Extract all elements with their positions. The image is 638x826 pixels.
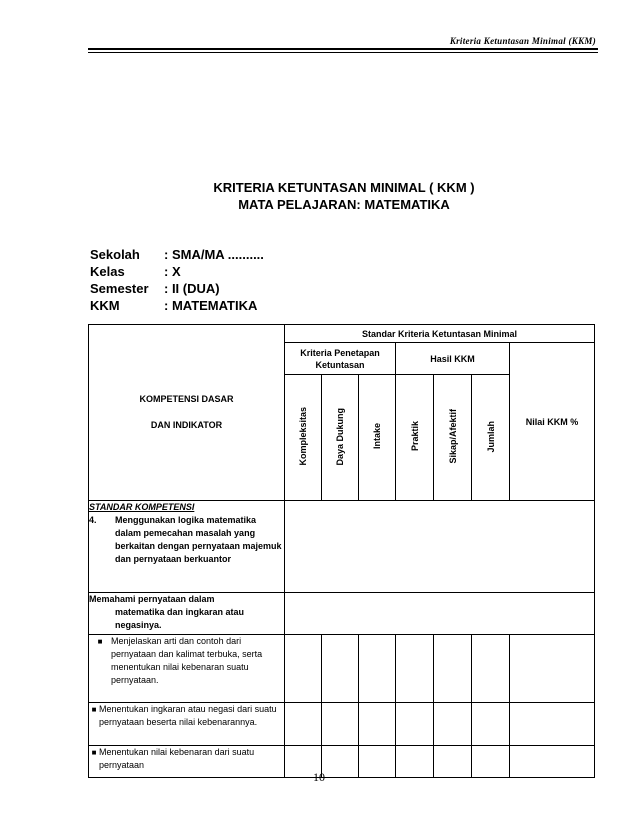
value-cell bbox=[359, 703, 396, 746]
kkm-table bbox=[88, 324, 595, 778]
school-info bbox=[90, 246, 264, 314]
value-cell bbox=[472, 703, 510, 746]
value-cell bbox=[472, 635, 510, 703]
value-cell bbox=[322, 703, 359, 746]
col-jumlah: Jumlah bbox=[472, 375, 510, 501]
hasil-header: Hasil KKM bbox=[396, 343, 510, 375]
info-row-semester bbox=[90, 280, 264, 297]
value-cell bbox=[359, 635, 396, 703]
value-cell bbox=[510, 635, 595, 703]
info-value: : MATEMATIKA bbox=[164, 298, 258, 313]
value-cell bbox=[510, 703, 595, 746]
bullet-icon: ■ bbox=[91, 748, 97, 757]
info-row-kelas bbox=[90, 263, 264, 280]
col-daya-dukung: Daya Dukung bbox=[322, 375, 359, 501]
value-cell bbox=[396, 703, 434, 746]
info-row-sekolah bbox=[90, 246, 264, 263]
kompetensi-dasar-cell bbox=[89, 593, 285, 635]
col-sikap-afektif: Sikap/Afektif bbox=[434, 375, 472, 501]
info-value: : II (DUA) bbox=[164, 281, 220, 296]
sk-number: 4. bbox=[89, 515, 97, 525]
value-cell bbox=[434, 703, 472, 746]
standar-header: Standar Kriteria Ketuntasan Minimal bbox=[285, 325, 595, 343]
col-praktik: Praktik bbox=[396, 375, 434, 501]
info-label: Kelas bbox=[90, 264, 125, 279]
value-cell bbox=[434, 635, 472, 703]
document-title: KRITERIA KETUNTASAN MINIMAL ( KKM ) bbox=[213, 180, 475, 195]
kd-text-rest: matematika dan ingkaran atau negasinya. bbox=[115, 607, 245, 630]
sk-title: STANDAR KOMPETENSI bbox=[89, 502, 195, 512]
document-subtitle: MATA PELAJARAN: MATEMATIKA bbox=[238, 197, 450, 212]
value-cell bbox=[322, 635, 359, 703]
sk-item bbox=[89, 514, 284, 566]
bullet-icon: ■ bbox=[91, 705, 97, 714]
penetapan-header: Kriteria Penetapan Ketuntasan bbox=[285, 343, 396, 375]
col-kompleksitas: Kompleksitas bbox=[285, 375, 322, 501]
standar-kompetensi-cell bbox=[89, 501, 285, 593]
page-number: 10 bbox=[313, 770, 325, 784]
empty-cell bbox=[285, 593, 595, 635]
indicator-cell-1 bbox=[89, 635, 285, 703]
running-header: Kriteria Ketuntasan Minimal (KKM) bbox=[449, 36, 596, 46]
info-label: KKM bbox=[90, 298, 120, 313]
indicator-text: Menentukan ingkaran atau negasi dari suatu pernyataan beserta nilai kebenarannya. bbox=[99, 704, 277, 727]
header-rule bbox=[88, 48, 598, 50]
empty-cell bbox=[285, 501, 595, 593]
info-value: : X bbox=[164, 264, 181, 279]
kd-header-line2: DAN INDIKATOR bbox=[150, 420, 223, 430]
nilai-header: Nilai KKM % bbox=[510, 343, 595, 501]
bullet-icon: ■ bbox=[97, 637, 103, 646]
value-cell bbox=[285, 635, 322, 703]
value-cell bbox=[285, 703, 322, 746]
info-row-kkm bbox=[90, 297, 264, 314]
kompetensi-dasar-header bbox=[89, 325, 285, 501]
indicator-text: Menjelaskan arti dan contoh dari pernyataan dan kalimat terbuka, serta menentukan nilai kebenaran suatu pernyataan. bbox=[111, 636, 263, 685]
indicator-text: Menentukan nilai kebenaran dari suatu pernyataan bbox=[99, 747, 255, 770]
info-label: Sekolah bbox=[90, 247, 140, 262]
sk-text: Menggunakan logika matematika dalam pemecahan masalah yang berkaitan dengan pernyataan majemuk dan pernyataan berkuantor bbox=[115, 515, 282, 564]
kd-header-line1: KOMPETENSI DASAR bbox=[139, 394, 234, 404]
value-cell bbox=[396, 635, 434, 703]
info-value: : SMA/MA .......... bbox=[164, 247, 264, 262]
header-rule-thin bbox=[88, 52, 598, 53]
indicator-cell-2 bbox=[89, 703, 285, 746]
col-intake: Intake bbox=[359, 375, 396, 501]
info-label: Semester bbox=[90, 281, 149, 296]
kd-text-first: Memahami pernyataan dalam bbox=[89, 594, 215, 604]
